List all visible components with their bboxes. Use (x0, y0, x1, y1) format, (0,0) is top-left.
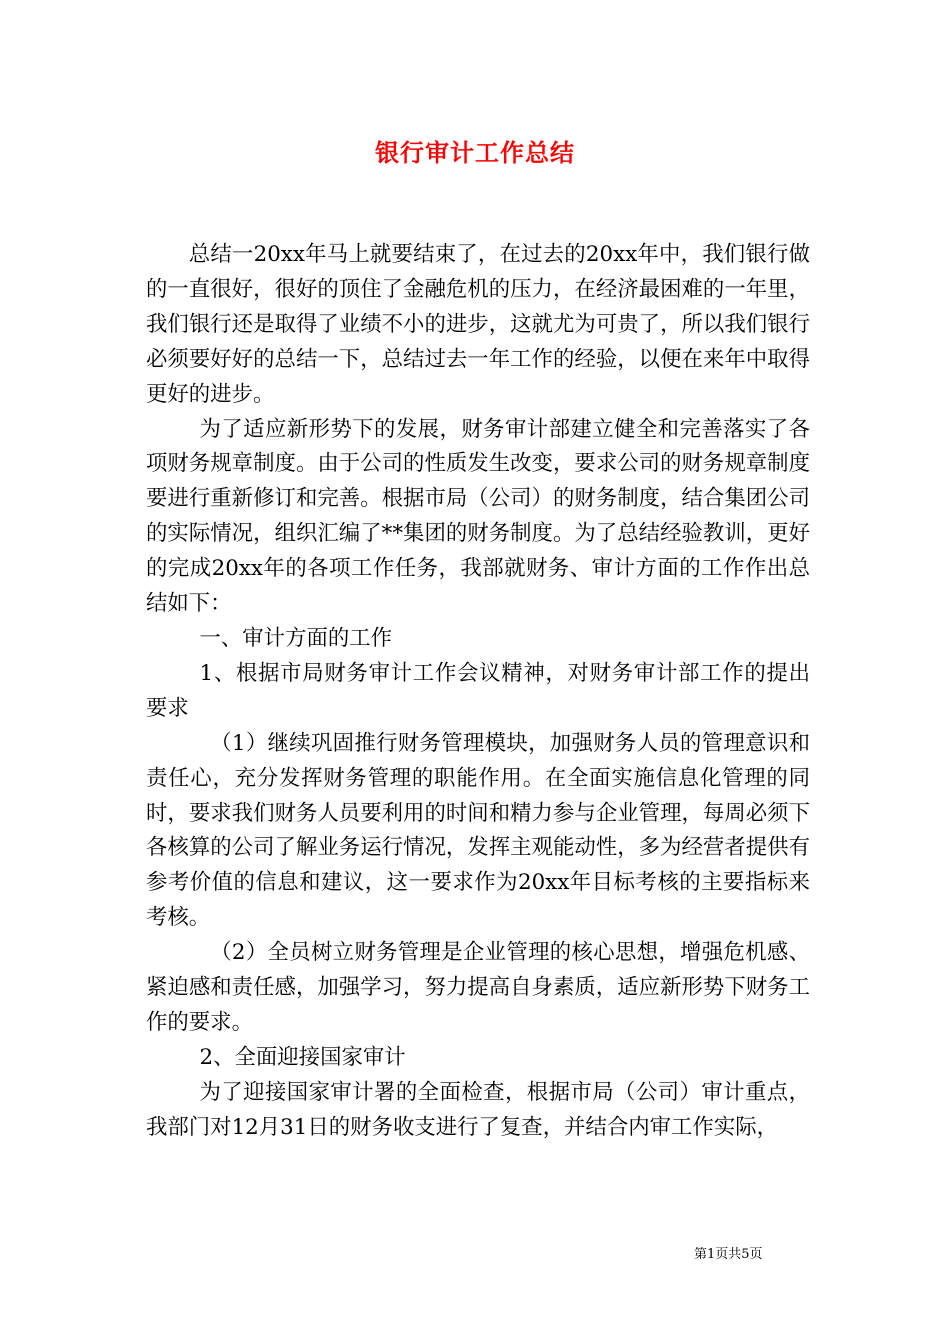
paragraph-item-2: （2）全员树立财务管理是企业管理的核心思想，增强危机感、紧迫感和责任感，加强学习，努力提高自身素质，适应新形势下财务工作的要求。 (146, 940, 810, 1035)
paragraph-item-1: （1）继续巩固推行财务管理模块，加强财务人员的管理意识和责任心，充分发挥财务管理的职能作用。在全面实施信息化管理的同时，要求我们财务人员要利用的时间和精力参与企业管理，每周必须下各核算的公司了解业务运行情况，发挥主观能动性，多为经营者提供有参考价值的信息和建议，这一要求作为20xx年目标考核的主要指标来考核。 (146, 730, 810, 931)
paragraph-intro: 总结一20xx年马上就要结束了，在过去的20xx年中，我们银行做的一直很好，很好的顶住了金融危机的压力，在经济最困难的一年里，我们银行还是取得了业绩不小的进步，这就尤为可贵了，所以我们银行必须要好好的总结一下，总结过去一年工作的经验，以便在来年中取得更好的进步。 (146, 242, 810, 407)
subsection-heading-national-audit: 2、全面迎接国家审计 (199, 1044, 406, 1070)
section-heading-audit: 一、审计方面的工作 (199, 625, 393, 651)
paragraph-national-audit: 为了迎接国家审计署的全面检查，根据市局（公司）审计重点，我部门对12月31日的财务收支进行了复查，并结合内审工作实际， (146, 1079, 810, 1140)
page-number: 第1页共5页 (694, 1247, 763, 1262)
paragraph-regulations: 为了适应新形势下的发展，财务审计部建立健全和完善落实了各项财务规章制度。由于公司的性质发生改变，要求公司的财务规章制度要进行重新修订和完善。根据市局（公司）的财务制度，结合集团公司的实际情况，组织汇编了**集团的财务制度。为了总结经验教训，更好的完成20xx年的各项工作任务，我部就财务、审计方面的工作作出总结如下： (146, 416, 810, 617)
document-title: 银行审计工作总结 (375, 139, 575, 167)
document-body (146, 238, 810, 1146)
subsection-heading-requirements: 1、根据市局财务审计工作会议精神，对财务审计部工作的提出要求 (146, 660, 810, 721)
